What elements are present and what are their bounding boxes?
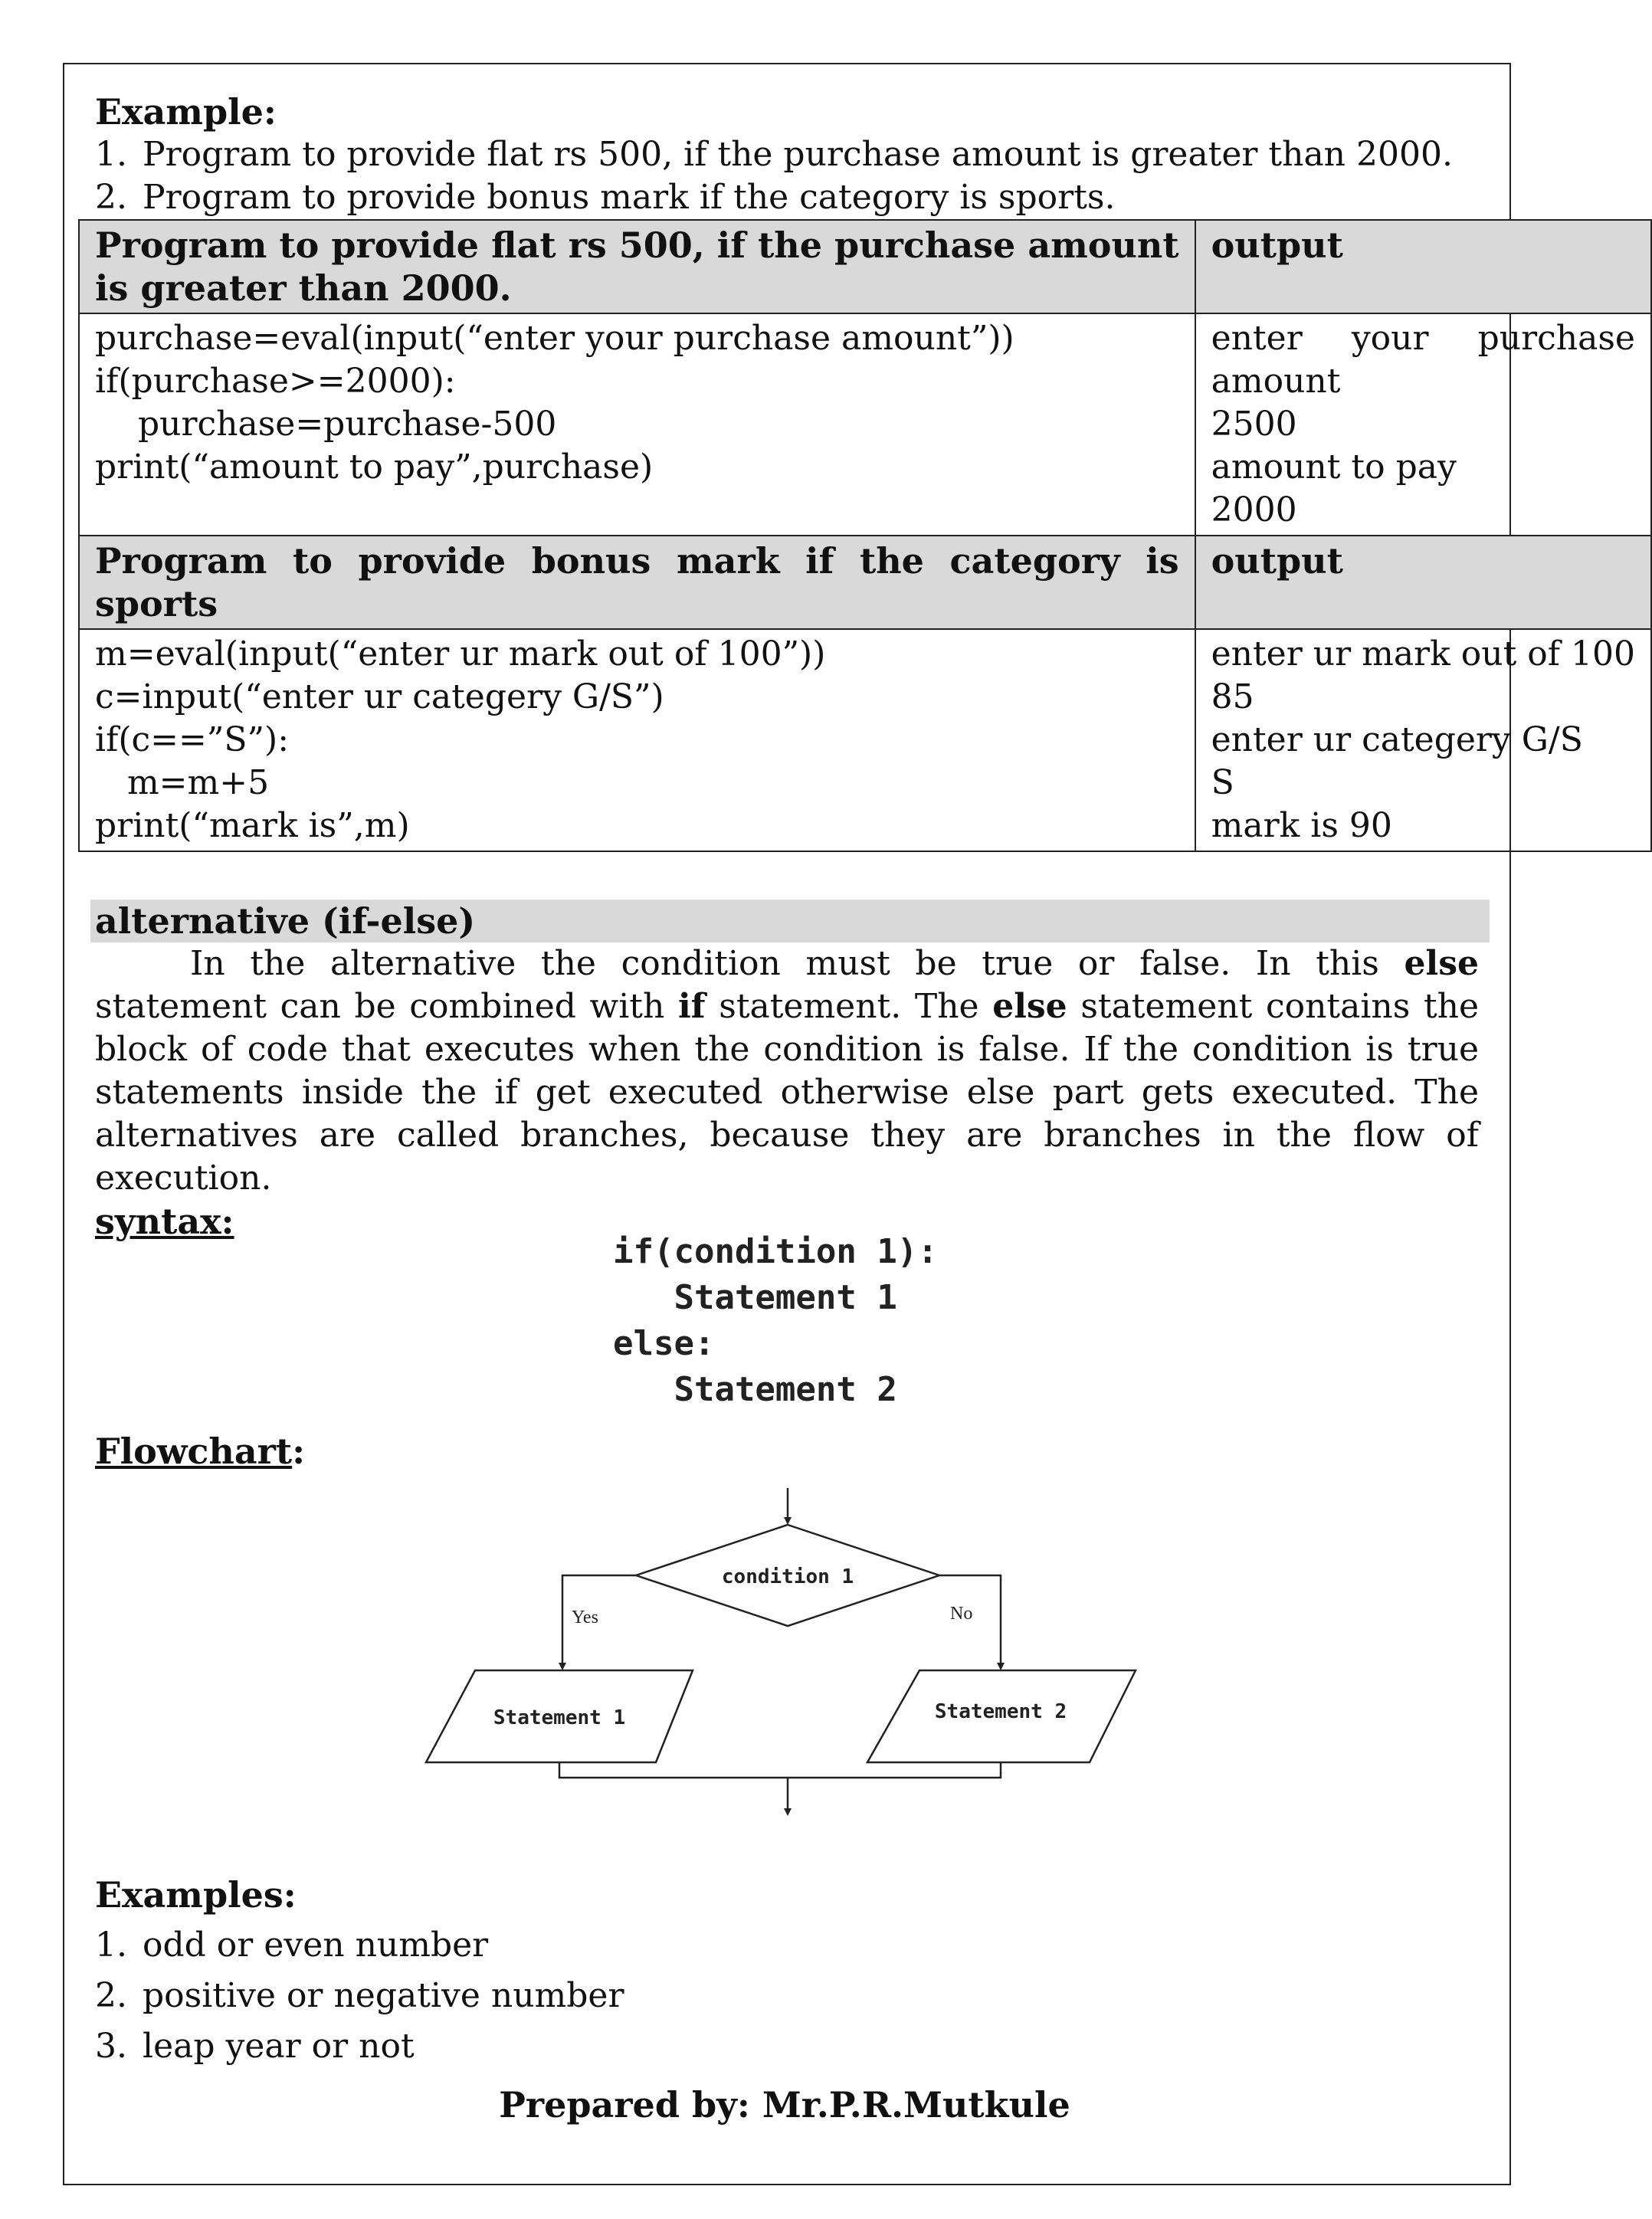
example-list — [95, 133, 1479, 219]
statement2-label: Statement 2 — [934, 1700, 1067, 1723]
section2-output: enter ur mark out of 100 85 enter ur categery G/S S mark is 90 — [1195, 629, 1651, 851]
section2-code: m=eval(input(“enter ur mark out of 100”)) c=input(“enter ur categery G/S”) if(c==”S”): m=m+5 print(“mark is”,m) — [79, 629, 1195, 851]
table-row — [79, 536, 1651, 629]
list-item: 2. Program to provide bonus mark if the category is sports. — [95, 178, 1116, 217]
flowchart-label: Flowchart: — [95, 1431, 306, 1472]
section1-output-header: output — [1195, 220, 1651, 313]
section1-code: purchase=eval(input(“enter your purchase amount”)) if(purchase>=2000): purchase=purchase-500 print(“amount to pay”,purchase) — [79, 313, 1195, 536]
no-label: No — [950, 1604, 973, 1624]
list-item: 1. odd or even number — [95, 1926, 489, 1965]
list-item: 1. Program to provide flat rs 500, if the purchase amount is greater than 2000. — [95, 135, 1453, 174]
merge-line — [559, 1762, 1001, 1778]
example-heading: Example: — [95, 91, 277, 133]
table-row — [79, 313, 1651, 536]
list-item: 3. leap year or not — [95, 2027, 415, 2066]
list-item: 2. positive or negative number — [95, 1976, 624, 2015]
examples-section — [95, 1870, 1479, 2072]
page-content — [95, 90, 1635, 1243]
section2-output-header: output — [1195, 536, 1651, 629]
arrowhead-icon — [997, 1663, 1005, 1670]
table-row — [79, 220, 1651, 313]
arrowhead-icon — [784, 1517, 792, 1525]
if-else-flowchart — [414, 1479, 1149, 1824]
program-table — [78, 219, 1652, 852]
examples-heading: Examples: — [95, 1874, 297, 1916]
syntax-code-block: if(condition 1): Statement 1 else: Statement 2 — [613, 1232, 938, 1409]
arrowhead-icon — [559, 1663, 566, 1670]
statement1-label: Statement 1 — [493, 1706, 626, 1729]
footer-credit: Prepared by: Mr.P.R.Mutkule — [499, 2084, 1070, 2126]
yes-label: Yes — [572, 1608, 598, 1627]
section2-title: Program to provide bonus mark if the category is sports — [79, 536, 1195, 629]
alternative-heading: alternative (if-else) — [90, 900, 1490, 942]
arrowhead-icon — [784, 1808, 792, 1816]
section1-output: enter your purchase amount 2500 amount to pay 2000 — [1195, 313, 1651, 536]
examples-list — [95, 1920, 1479, 2072]
syntax-label: syntax: — [95, 1201, 234, 1242]
condition-label: condition 1 — [721, 1565, 854, 1588]
table-row — [79, 629, 1651, 851]
section1-title: Program to provide flat rs 500, if the purchase amount is greater than 2000. — [79, 220, 1195, 313]
alternative-paragraph: In the alternative the condition must be true or false. In this else statement can be combined with if statement. The else statement contains the block of code that executes when the condition is false. If the condition is true statements inside the if get executed otherwise else part gets executed. The alternatives are called branches, because they are branches in the flow of execution. — [95, 944, 1479, 1198]
